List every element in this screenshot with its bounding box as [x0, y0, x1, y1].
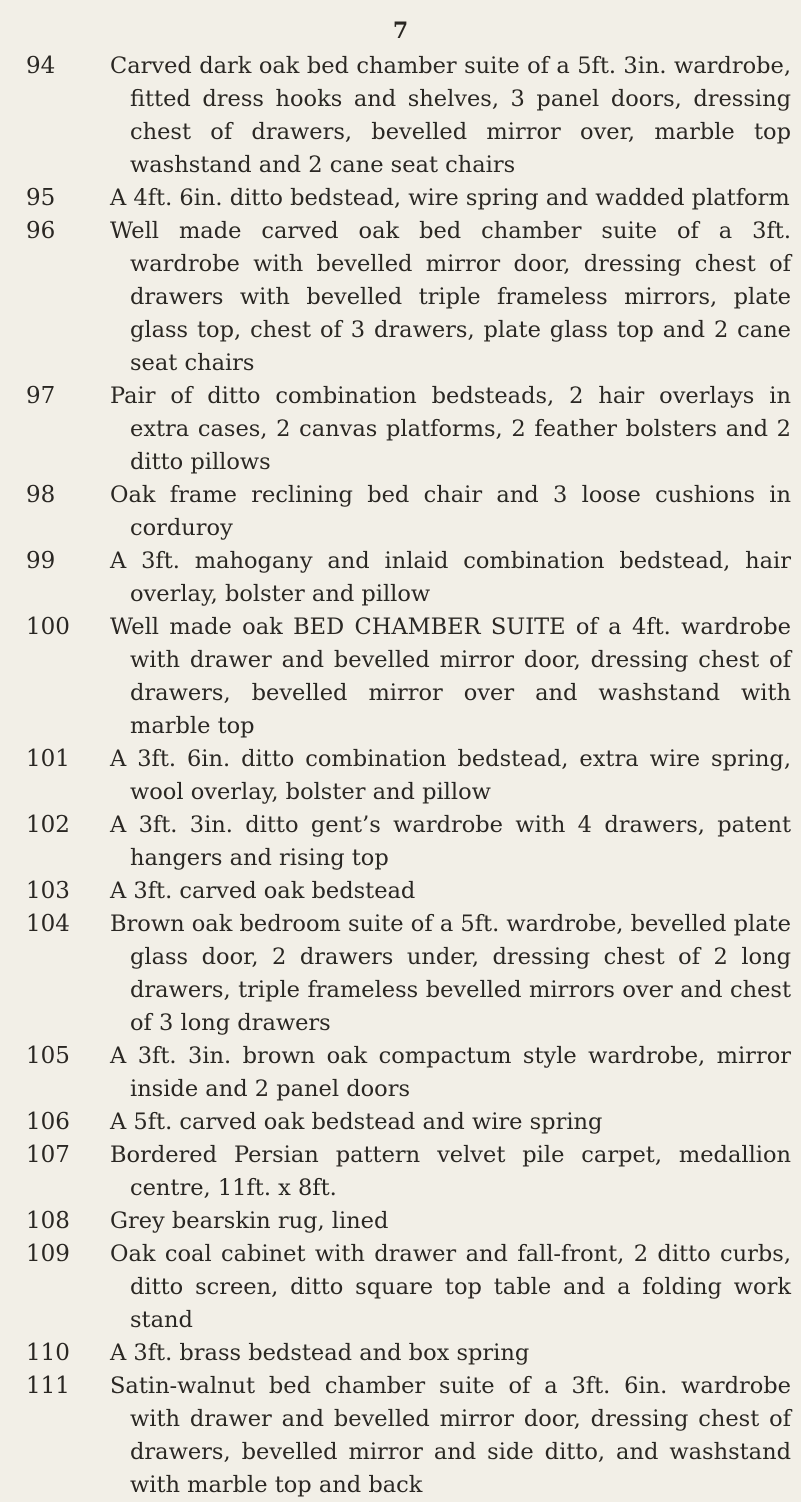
lot-description: Pair of ditto combination bedsteads, 2 hair overlays in extra cases, 2 canvas platforms, 2 feather bolsters and 2 ditto pillows — [110, 383, 791, 475]
lot-item — [0, 50, 801, 182]
lot-item — [0, 479, 801, 545]
lot-item — [0, 1238, 801, 1337]
lot-item — [0, 743, 801, 809]
lot-item — [0, 215, 801, 380]
lot-number: 105 — [26, 1043, 70, 1069]
lot-number: 108 — [26, 1208, 70, 1234]
lot-description: Oak coal cabinet with drawer and fall-front, 2 ditto curbs, ditto screen, ditto square top table and a folding work stand — [110, 1241, 791, 1333]
lot-description: A 3ft. carved oak bedstead — [110, 878, 416, 904]
lot-description: A 3ft. brass bedstead and box spring — [110, 1340, 530, 1366]
lot-item — [0, 182, 801, 215]
lot-item — [0, 1370, 801, 1502]
lot-number: 95 — [26, 185, 56, 211]
lot-item — [0, 875, 801, 908]
lot-number: 106 — [26, 1109, 70, 1135]
lot-description: A 4ft. 6in. ditto bedstead, wire spring and wadded platform — [110, 185, 790, 211]
lot-number: 98 — [26, 482, 56, 508]
lot-description: Oak frame reclining bed chair and 3 loose cushions in corduroy — [110, 482, 791, 541]
lot-item — [0, 809, 801, 875]
lot-number: 102 — [26, 812, 70, 838]
lot-number: 96 — [26, 218, 56, 244]
lot-item — [0, 545, 801, 611]
lot-number: 104 — [26, 911, 70, 937]
lot-item — [0, 1040, 801, 1106]
lot-description: Grey bearskin rug, lined — [110, 1208, 389, 1234]
lot-description: A 3ft. 6in. ditto combination bedstead, extra wire spring, wool overlay, bolster and pillow — [110, 746, 791, 805]
page-number: 7 — [392, 18, 409, 44]
lot-number: 109 — [26, 1241, 70, 1267]
lot-item — [0, 611, 801, 743]
lot-item — [0, 1337, 801, 1370]
lot-description: A 5ft. carved oak bedstead and wire spring — [110, 1109, 603, 1135]
lot-description: Well made carved oak bed chamber suite of a 3ft. wardrobe with bevelled mirror door, dressing chest of drawers with bevelled triple frameless mirrors, plate glass top, chest of 3 drawers, plate glass top and 2 cane seat chairs — [110, 218, 791, 376]
lot-item — [0, 908, 801, 1040]
lot-item — [0, 1205, 801, 1238]
lot-item — [0, 380, 801, 479]
lot-description: Brown oak bedroom suite of a 5ft. wardrobe, bevelled plate glass door, 2 drawers under, dressing chest of 2 long drawers, triple frameless bevelled mirrors over and chest of 3 long drawers — [110, 911, 791, 1036]
lot-number: 97 — [26, 383, 56, 409]
lot-description: A 3ft. 3in. brown oak compactum style wardrobe, mirror inside and 2 panel doors — [110, 1043, 791, 1102]
lot-item — [0, 1139, 801, 1205]
lot-description: Carved dark oak bed chamber suite of a 5ft. 3in. wardrobe, fitted dress hooks and shelves, 3 panel doors, dressing chest of drawers, bevelled mirror over, marble top washstand and 2 cane seat chairs — [110, 53, 791, 178]
lot-description: Satin-walnut bed chamber suite of a 3ft. 6in. wardrobe with drawer and bevelled mirror door, dressing chest of drawers, bevelled mirror and side ditto, and washstand with marble top and back — [110, 1373, 791, 1498]
lot-description: A 3ft. mahogany and inlaid combination bedstead, hair overlay, bolster and pillow — [110, 548, 791, 607]
lot-number: 94 — [26, 53, 56, 79]
lot-number: 111 — [26, 1373, 70, 1399]
lot-item — [0, 1106, 801, 1139]
lot-number: 99 — [26, 548, 56, 574]
lot-description: Bordered Persian pattern velvet pile carpet, medallion centre, 11ft. x 8ft. — [110, 1142, 791, 1201]
lot-description: Well made oak BED CHAMBER SUITE of a 4ft. wardrobe with drawer and bevelled mirror door, dressing chest of drawers, bevelled mirror over and washstand with marble top — [110, 614, 791, 739]
lot-number: 100 — [26, 614, 70, 640]
lot-list — [0, 50, 801, 1502]
lot-number: 107 — [26, 1142, 70, 1168]
lot-description: A 3ft. 3in. ditto gent’s wardrobe with 4 drawers, patent hangers and rising top — [110, 812, 791, 871]
lot-number: 101 — [26, 746, 70, 772]
lot-number: 103 — [26, 878, 70, 904]
lot-number: 110 — [26, 1340, 70, 1366]
